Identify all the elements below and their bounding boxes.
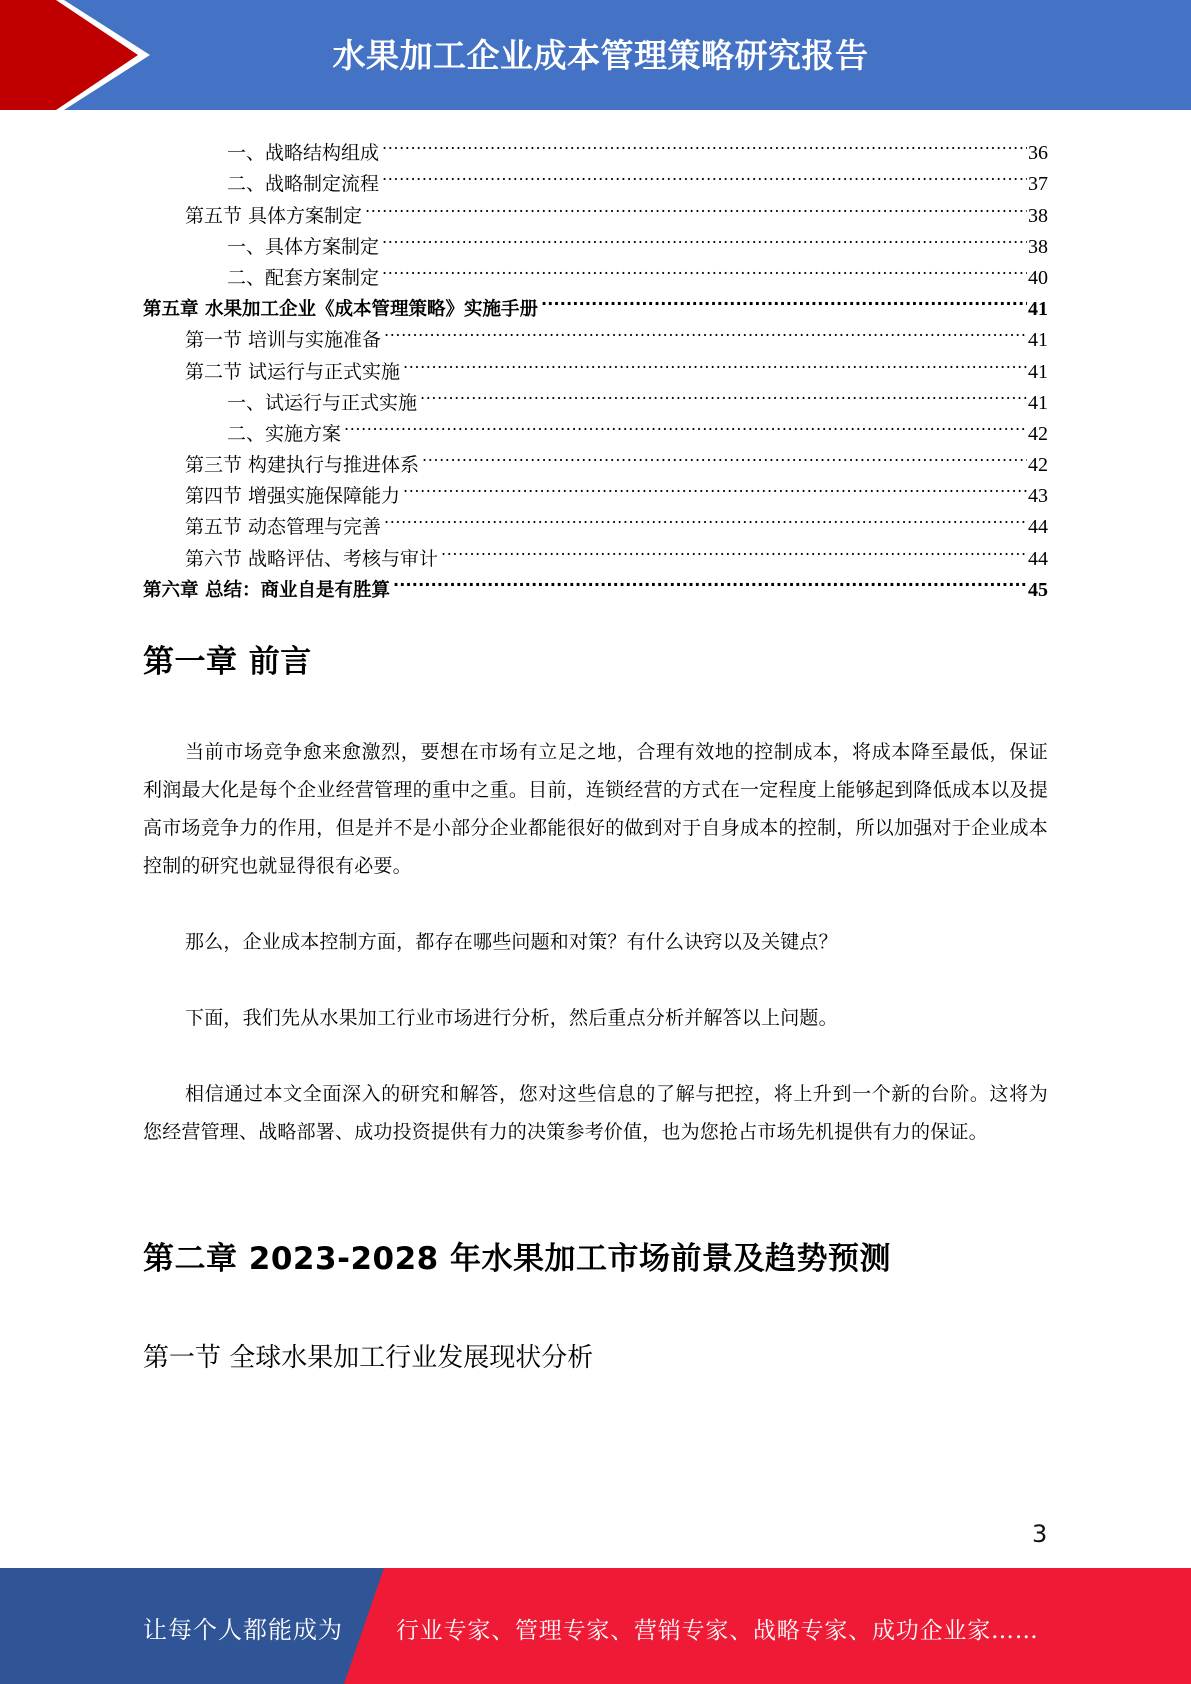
- toc-entry-page: 45: [1028, 578, 1048, 601]
- toc-entry-page: 36: [1028, 142, 1048, 165]
- toc-dot-leader: [403, 471, 1027, 502]
- toc-entry-title: 第一节 培训与实施准备: [185, 329, 382, 352]
- toc-dot-leader: [420, 378, 1027, 409]
- toc-dot-leader: [384, 502, 1027, 533]
- footer-slogan-left: 让每个人都能成为: [143, 1616, 343, 1644]
- toc-entry[interactable]: [143, 128, 1048, 165]
- toc-dot-leader: [382, 253, 1027, 284]
- toc-dot-leader: [403, 346, 1027, 377]
- toc-dot-leader: [382, 159, 1027, 190]
- toc-entry-page: 38: [1028, 235, 1048, 258]
- toc-dot-leader: [382, 128, 1027, 159]
- toc-entry-page: 44: [1028, 547, 1048, 570]
- section-1-heading: 第一节 全球水果加工行业发展现状分析: [143, 1343, 594, 1373]
- toc-entry-title: 第五章 水果加工企业《成本管理策略》实施手册: [143, 299, 538, 321]
- toc-entry-title: 二、战略制定流程: [227, 173, 380, 196]
- footer-slogan-right: 行业专家、管理专家、营销专家、战略专家、成功企业家……: [396, 1618, 1039, 1644]
- paragraph-questions: 那么，企业成本控制方面，都存在哪些问题和对策？有什么诀窍以及关键点？: [185, 931, 838, 953]
- toc-entry-title: 第五节 动态管理与完善: [185, 516, 382, 539]
- toc-entry-title: 一、试运行与正式实施: [227, 391, 418, 414]
- toc-entry-title: 第二节 试运行与正式实施: [185, 360, 401, 383]
- toc-entry-page: 43: [1028, 485, 1048, 508]
- toc-entry-page: 41: [1028, 298, 1048, 321]
- toc-entry-page: 37: [1028, 173, 1048, 196]
- toc-dot-leader: [382, 222, 1027, 253]
- toc-entry-page: 41: [1028, 391, 1048, 414]
- toc-entry-page: 41: [1028, 360, 1048, 383]
- table-of-contents: [143, 128, 1048, 601]
- toc-entry-title: 二、实施方案: [227, 422, 342, 445]
- chapter-2-heading: 第二章 2023-2028 年水果加工市场前景及趋势预测: [143, 1241, 892, 1277]
- toc-entry-page: 42: [1028, 422, 1048, 445]
- toc-dot-leader: [365, 190, 1027, 221]
- toc-entry-title: 第五节 具体方案制定: [185, 204, 363, 227]
- paragraph-intro: 当前市场竞争愈来愈激烈，要想在市场有立足之地，合理有效地的控制成本，将成本降至最低，保证利润最大化是每个企业经营管理的重中之重。目前，连锁经营的方式在一定程度上能够起到降低成本以及提高市场竞争力的作用，但是并不是小部分企业都能很好的做到对于自身成本的控制，所以加强对于企业成本控制的研究也就显得很有必要。: [143, 741, 1048, 877]
- page-header: [0, 0, 1191, 110]
- chapter-1-heading: 第一章 前言: [143, 644, 312, 680]
- toc-dot-leader: [422, 440, 1027, 471]
- toc-dot-leader: [384, 315, 1027, 346]
- paragraph-outline: 下面，我们先从水果加工行业市场进行分析，然后重点分析并解答以上问题。: [185, 1007, 838, 1029]
- toc-entry-title: 第四节 增强实施保障能力: [185, 485, 401, 508]
- paragraph-value: 相信通过本文全面深入的研究和解答，您对这些信息的了解与把控，将上升到一个新的台阶。这将为您经营管理、战略部署、成功投资提供有力的决策参考价值，也为您抢占市场先机提供有力的保证。: [143, 1083, 1048, 1143]
- toc-entry-page: 42: [1028, 454, 1048, 477]
- toc-entry-page: 41: [1028, 329, 1048, 352]
- toc-entry-title: 第三节 构建执行与推进体系: [185, 454, 420, 477]
- toc-entry-page: 40: [1028, 266, 1048, 289]
- toc-entry-title: 第六节 战略评估、考核与审计: [185, 547, 439, 570]
- page-footer: [0, 1568, 1191, 1684]
- toc-entry-page: 38: [1028, 204, 1048, 227]
- toc-entry-title: 一、战略结构组成: [227, 142, 380, 165]
- toc-entry-title: 一、具体方案制定: [227, 235, 380, 258]
- toc-dot-leader: [541, 284, 1027, 315]
- toc-dot-leader: [441, 533, 1027, 564]
- toc-entry-title: 二、配套方案制定: [227, 266, 380, 289]
- toc-dot-leader: [393, 565, 1027, 596]
- toc-dot-leader: [344, 409, 1027, 440]
- page-number: 3: [1032, 1520, 1048, 1548]
- toc-entry-title: 第六章 总结：商业自是有胜算: [143, 579, 390, 601]
- report-title: 水果加工企业成本管理策略研究报告: [332, 36, 869, 75]
- toc-entry-page: 44: [1028, 516, 1048, 539]
